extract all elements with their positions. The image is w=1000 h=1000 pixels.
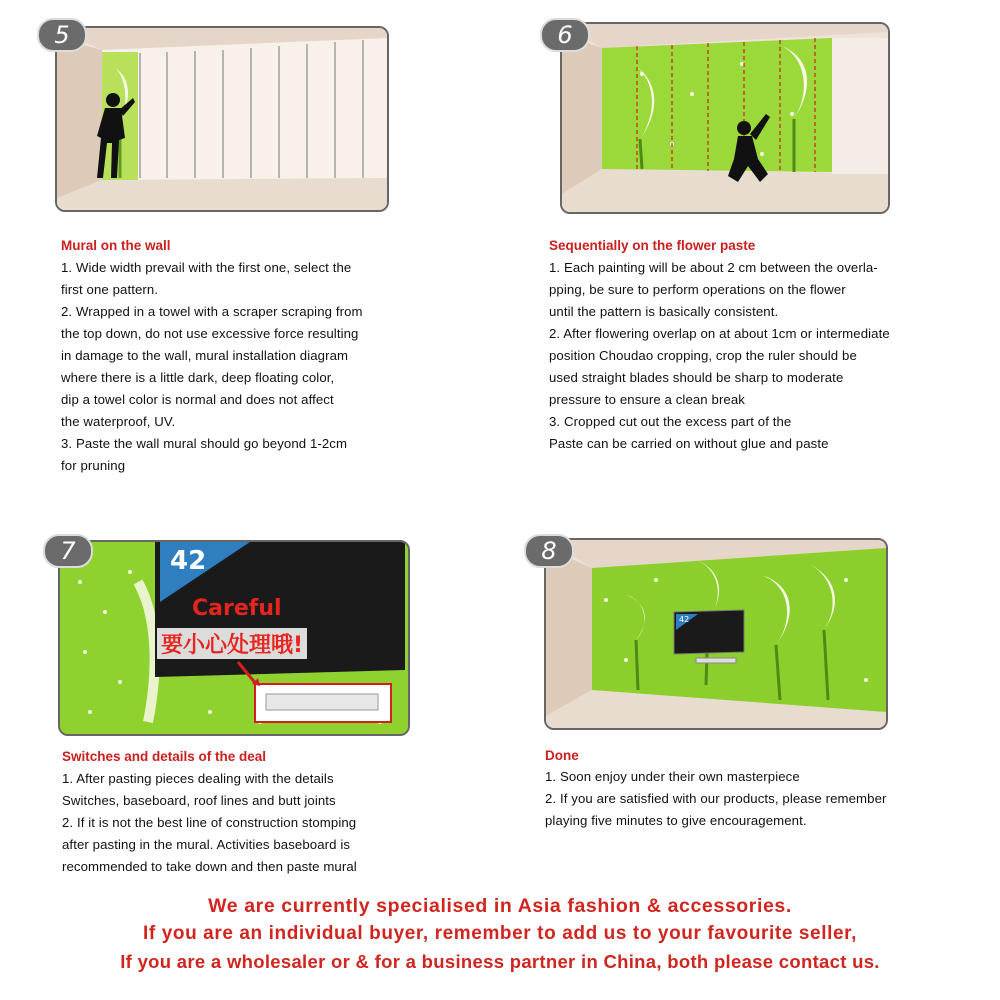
step-6-heading: Sequentially on the flower paste bbox=[549, 238, 756, 253]
step-badge-7: 7 bbox=[43, 534, 93, 568]
text-line: 1. Each painting will be about 2 cm between the overla- bbox=[549, 260, 878, 275]
step-5-illustration bbox=[55, 26, 389, 212]
text-line: recommended to take down and then paste mural bbox=[62, 859, 357, 874]
footer-line-wholesaler: If you are a wholesaler or & for a business partner in China, both please contact us. bbox=[120, 951, 880, 972]
text-line: 2. After flowering overlap on at about 1cm or intermediate bbox=[549, 326, 890, 341]
text-line: dip a towel color is normal and does not affect bbox=[61, 392, 334, 407]
tv-channel-label: 42 bbox=[170, 546, 207, 576]
tv-channel-label: 42 bbox=[679, 615, 690, 624]
step-5-text bbox=[61, 257, 363, 477]
step-6-illustration bbox=[560, 22, 890, 214]
text-line: pping, be sure to perform operations on the flower bbox=[549, 282, 846, 297]
step-badge-6: 6 bbox=[540, 18, 590, 52]
text-line: 2. If it is not the best line of construction stomping bbox=[62, 815, 357, 830]
step-7-text bbox=[62, 768, 357, 878]
step-8-illustration bbox=[544, 538, 888, 730]
text-line: the waterproof, UV. bbox=[61, 414, 176, 429]
text-line: the top down, do not use excessive force resulting bbox=[61, 326, 359, 341]
text-line: Paste can be carried on without glue and paste bbox=[549, 436, 829, 451]
step-badge-5: 5 bbox=[37, 18, 87, 52]
text-line: position Choudao cropping, crop the ruler should be bbox=[549, 348, 857, 363]
step-badge-8: 8 bbox=[524, 534, 574, 568]
text-line: until the pattern is basically consistent. bbox=[549, 304, 779, 319]
text-line: used straight blades should be sharp to moderate bbox=[549, 370, 844, 385]
text-line: for pruning bbox=[61, 458, 126, 473]
text-line: after pasting in the mural. Activities baseboard is bbox=[62, 837, 351, 852]
step-8-heading: Done bbox=[545, 748, 579, 763]
text-line: 1. Soon enjoy under their own masterpiece bbox=[545, 769, 800, 784]
careful-label: Careful bbox=[192, 596, 282, 621]
footer-line-specialised: We are currently specialised in Asia fashion & accessories. bbox=[208, 895, 792, 917]
text-line: pressure to ensure a clean break bbox=[549, 392, 745, 407]
step-7-heading: Switches and details of the deal bbox=[62, 749, 267, 764]
text-line: Switches, baseboard, roof lines and butt joints bbox=[62, 793, 336, 808]
text-line: playing five minutes to give encouragement. bbox=[545, 813, 807, 828]
text-line: 1. Wide width prevail with the first one, select the bbox=[61, 260, 352, 275]
step-7-illustration bbox=[58, 540, 410, 736]
step-5-heading: Mural on the wall bbox=[61, 238, 171, 253]
text-line: first one pattern. bbox=[61, 282, 159, 297]
text-line: 2. If you are satisfied with our products, please remember bbox=[545, 791, 887, 806]
text-line: 1. After pasting pieces dealing with the details bbox=[62, 771, 334, 786]
text-line: 2. Wrapped in a towel with a scraper scraping from bbox=[61, 304, 363, 319]
text-line: where there is a little dark, deep floating color, bbox=[61, 370, 335, 385]
text-line: in damage to the wall, mural installation diagram bbox=[61, 348, 349, 363]
text-line: 3. Paste the wall mural should go beyond 1-2cm bbox=[61, 436, 348, 451]
step-6-text bbox=[549, 257, 890, 455]
text-line: 3. Cropped cut out the excess part of the bbox=[549, 414, 792, 429]
step-8-text bbox=[545, 766, 887, 832]
careful-chinese-label: 要小心处理哦! bbox=[157, 628, 307, 659]
footer-line-individual-buyer: If you are an individual buyer, remember to add us to your favourite seller, bbox=[143, 923, 857, 944]
